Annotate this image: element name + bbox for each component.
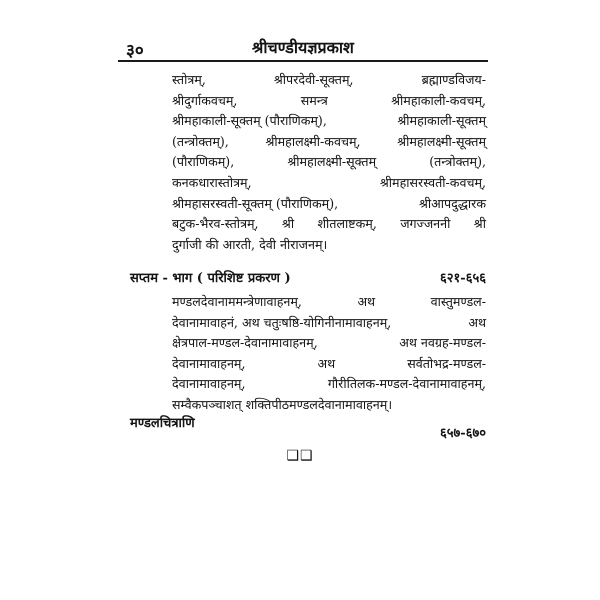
contents-entry: कनकधारास्तोत्रम्, <box>172 174 252 190</box>
contents-entry: वास्तुमण्डल- <box>430 294 486 309</box>
contents-line <box>172 194 486 215</box>
contents-entry: देवानामावाहनम्, <box>172 355 246 371</box>
contents-block-1 <box>172 70 486 255</box>
contents-entry: स्तोत्रम्, <box>172 72 206 87</box>
contents-entry: सम्वैकपञ्चाशत् शक्तिपीठमण्डलदेवानामावाहनम्। <box>172 396 393 412</box>
contents-entry: अथ <box>468 314 486 330</box>
contents-entry: शीतलाष्टकम्, <box>317 216 377 232</box>
contents-line <box>172 292 486 313</box>
mandala-charts-title: मण्डलचित्राणि <box>130 416 195 431</box>
contents-line <box>172 91 486 112</box>
contents-entry: देवानामावाहनं, अथ चतुःषष्ठि-योगिनीनामावाहनम्, <box>172 314 392 330</box>
contents-line <box>172 152 486 173</box>
contents-entry: श्रीदुर्गाकवचम्, <box>172 92 238 108</box>
contents-entry: (पौराणिकम्), <box>172 154 235 170</box>
section-7-title: सप्तम - भाग ( परिशिष्ट प्रकरण ) <box>130 271 291 286</box>
contents-entry: श्रीपरदेवी-सूक्तम्, <box>273 72 354 87</box>
contents-entry: श्रीआपदुद्धारक <box>418 195 486 211</box>
running-title: श्रीचण्डीयज्ञप्रकाश <box>252 38 354 57</box>
contents-entry: देवानामावाहनम्, <box>172 376 246 392</box>
contents-entry: मण्डलदेवानाममन्त्रेणावाहनम्, <box>172 294 302 309</box>
page-number: ३० <box>126 41 144 61</box>
contents-entry: (तन्त्रोक्तम्), <box>429 154 486 170</box>
contents-entry: ब्रह्माण्डविजय- <box>421 72 486 87</box>
contents-entry: श्रीमहालक्ष्मी-सूक्तम् <box>397 133 486 149</box>
contents-line <box>172 374 486 395</box>
contents-entry: जगज्जननी <box>400 216 451 232</box>
contents-entry: श्रीमहालक्ष्मी-सूक्तम् <box>287 154 377 170</box>
contents-line <box>172 214 486 235</box>
contents-entry: देवी नीराजनम्। <box>259 236 328 252</box>
contents-entry: श्रीमहासरस्वती-कवचम्, <box>379 174 486 190</box>
header-rule <box>118 60 488 62</box>
contents-entry: श्री <box>473 216 486 232</box>
contents-line <box>172 132 486 153</box>
contents-entry: अथ <box>317 355 336 371</box>
running-head <box>118 30 488 60</box>
contents-entry: अथ नवग्रह-मण्डल- <box>399 335 486 351</box>
contents-line <box>172 70 486 91</box>
contents-entry: श्रीमहाकाली-कवचम्, <box>391 92 486 108</box>
contents-entry: दुर्गाजी की आरती, <box>172 236 256 252</box>
contents-entry: श्री <box>281 216 295 232</box>
contents-block-2 <box>172 292 486 416</box>
contents-entry: श्रीमहाकाली-सूक्तम् <box>397 113 486 129</box>
section-7-heading <box>130 268 486 290</box>
contents-line <box>172 313 486 334</box>
contents-entry: श्रीमहासरस्वती-सूक्तम् (पौराणिकम्), <box>172 195 339 211</box>
contents-entry: सर्वतोभद्र-मण्डल- <box>407 355 486 371</box>
mandala-charts-page-range: ६५७-६७० <box>440 426 486 441</box>
mandala-charts-heading <box>130 413 486 441</box>
contents-line <box>172 111 486 132</box>
contents-line <box>172 333 486 354</box>
contents-line <box>172 235 486 256</box>
contents-entry: गौरीतिलक-मण्डल-देवानामावाहनम्, <box>327 376 486 392</box>
section-7-page-range: ६२१-६५६ <box>440 271 486 286</box>
contents-line <box>172 173 486 194</box>
contents-entry: बटुक-भैरव-स्तोत्रम्, <box>172 216 259 232</box>
contents-entry: क्षेत्रपाल-मण्डल-देवानामावाहनम्, <box>172 335 318 351</box>
contents-entry: श्रीमहालक्ष्मी-कवचम्, <box>265 133 361 149</box>
contents-line <box>172 354 486 375</box>
contents-entry: श्रीमहाकाली-सूक्तम् (पौराणिकम्), <box>172 113 327 129</box>
contents-entry: अथ <box>357 294 376 309</box>
end-ornament: ❑❑ <box>286 448 314 464</box>
contents-entry: समन्त्र <box>300 92 328 108</box>
contents-entry: (तन्त्रोक्तम्), <box>172 133 229 149</box>
